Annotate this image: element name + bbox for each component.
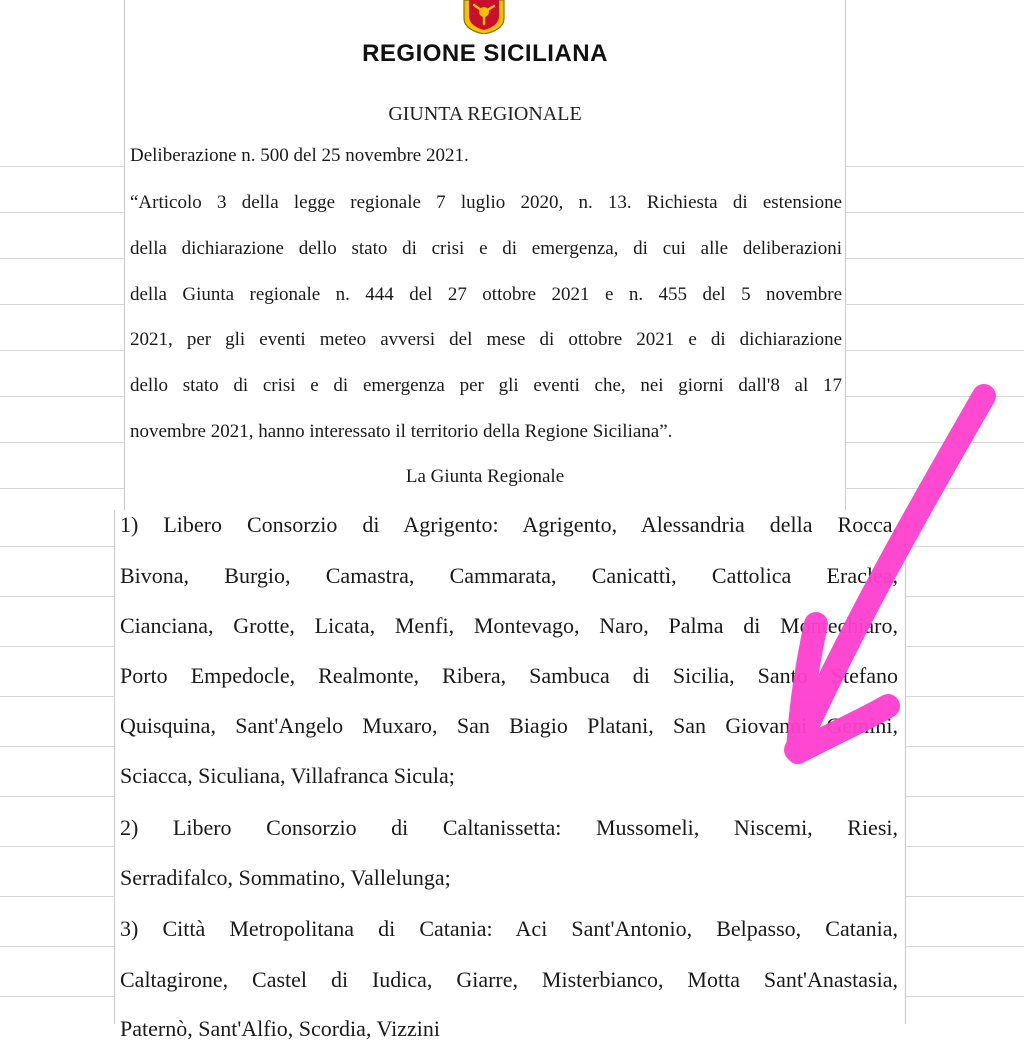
municipality-list-line: Porto Empedocle, Realmonte, Ribera, Sambuca di Sicilia, Santo Stefano — [120, 663, 898, 688]
municipality-list-line: Quisquina, Sant'Angelo Muxaro, San Biagio Platani, San Giovanni Gemini, — [120, 713, 898, 738]
subject-line: “Articolo 3 della legge regionale 7 luglio 2020, n. 13. Richiesta di estensione — [130, 192, 842, 213]
municipality-list-line: Caltagirone, Castel di Iudica, Giarre, Misterbianco, Motta Sant'Anastasia, — [120, 967, 898, 992]
subject-line: 2021, per gli eventi meteo avversi del mese di ottobre 2021 e di dichiarazione — [130, 329, 842, 351]
document-page-zoomed — [114, 510, 906, 1041]
municipality-list-line: 2) Libero Consorzio di Caltanissetta: Mussomeli, Niscemi, Riesi, — [120, 815, 898, 840]
subject-paragraph — [130, 191, 842, 466]
municipality-list-line: Serradifalco, Sommatino, Vallelunga; — [120, 865, 451, 890]
deliberation-number: Deliberazione n. 500 del 25 novembre 2021. — [130, 145, 469, 166]
subject-line: della dichiarazione dello stato di crisi e di emergenza, di cui alle deliberazioni — [130, 237, 842, 259]
municipality-list-line: Paternò, Sant'Alfio, Scordia, Vizzini — [120, 1016, 440, 1041]
municipality-list-line: Cianciana, Grotte, Licata, Menfi, Montevago, Naro, Palma di Montechiaro, — [120, 613, 898, 638]
municipality-list-line: Sciacca, Siculiana, Villafranca Sicula; — [120, 763, 455, 788]
subject-line: novembre 2021, hanno interessato il territorio della Regione Siciliana”. — [130, 420, 673, 442]
giunta-heading: La Giunta Regionale — [405, 466, 565, 487]
subject-line: della Giunta regionale n. 444 del 27 ottobre 2021 e n. 455 del 5 novembre — [130, 283, 842, 305]
subject-line: dello stato di crisi e di emergenza per gli eventi che, nei giorni dall'8 al 17 — [130, 375, 842, 397]
municipality-list-line: 3) Città Metropolitana di Catania: Aci Sant'Antonio, Belpasso, Catania, — [120, 916, 898, 941]
document-page-top — [124, 0, 846, 510]
municipality-list-line: Bivona, Burgio, Camastra, Cammarata, Canicattì, Cattolica Eraclea, — [120, 563, 898, 588]
municipality-list-line: 1) Libero Consorzio di Agrigento: Agrigento, Alessandria della Rocca, — [120, 512, 898, 537]
council-subtitle: GIUNTA REGIONALE — [388, 103, 582, 125]
region-title: REGIONE SICILIANA — [362, 40, 608, 67]
trinacria-emblem-icon — [461, 0, 507, 34]
